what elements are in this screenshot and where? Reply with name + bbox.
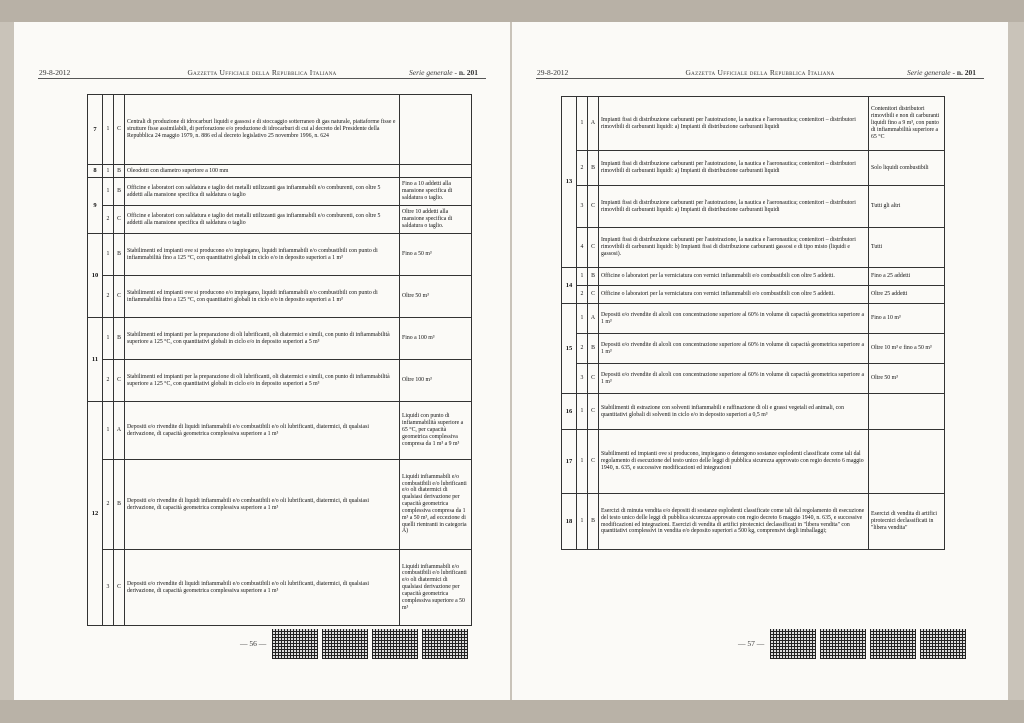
scan-border-bottom [0,700,1024,723]
activity-limit: Liquidi con punto di infiammabilità superiore a 65 °C, per capacità geometrica complessiva compresa da 1 m³ a 9 m³ [400,402,472,460]
activity-number: 18 [562,494,577,550]
category: B [114,178,125,206]
activity-number: 10 [88,234,103,318]
category: B [588,334,599,364]
category: C [588,430,599,494]
activity-limit: Fino a 10 addetti alla mansione specifica di saldatura o taglio. [400,178,472,206]
table-row [88,318,472,360]
activity-limit [400,95,472,165]
activity-number: 13 [562,97,577,268]
activity-table-right [561,96,945,550]
activity-description: Stabilimenti ed impianti per la preparazione di oli lubrificanti, oli diatermici e simili, con punto di infiammabilità superiore a 125 °C, con quantitativi globali in ciclo e/o in deposito superiori a 5 m³ [125,318,400,360]
category: B [114,460,125,550]
table-row [88,276,472,318]
header-series: Serie generale - n. 201 [907,68,976,77]
subgroup: 1 [103,402,114,460]
table-row [88,402,472,460]
activity-limit: Fino a 10 m³ [869,304,945,334]
barcode-image [920,629,966,659]
activity-number: 17 [562,430,577,494]
activity-limit: Fino a 50 m³ [400,234,472,276]
table-row [88,206,472,234]
activity-number: 16 [562,394,577,430]
table-row [88,360,472,402]
header-title: Gazzetta Ufficiale della Repubblica Italiana [685,68,835,77]
table-row [88,234,472,276]
activity-description: Impianti fissi di distribuzione carburanti per l'autotrazione, la nautica e l'aeronautica; contenitori – distributori rimovibili di carburanti liquidi: a) Impianti di distribuzione carburanti liquidi [599,151,869,186]
subgroup: 3 [577,186,588,228]
subgroup: 1 [103,234,114,276]
table-row [88,95,472,165]
activity-number: 14 [562,268,577,304]
left-page [14,22,510,700]
activity-number: 8 [88,165,103,178]
subgroup: 1 [577,494,588,550]
category: A [114,402,125,460]
subgroup: 1 [577,268,588,286]
category: A [588,304,599,334]
subgroup: 1 [577,430,588,494]
subgroup: 2 [577,151,588,186]
header-series: Serie generale - n. 201 [409,68,478,77]
subgroup: 2 [577,334,588,364]
activity-number: 7 [88,95,103,165]
subgroup: 4 [577,228,588,268]
table-row [562,286,945,304]
activity-limit: Fino a 100 m³ [400,318,472,360]
activity-number: 15 [562,304,577,394]
activity-limit: Fino a 25 addetti [869,268,945,286]
category: B [588,494,599,550]
table-row [562,304,945,334]
activity-limit [869,394,945,430]
subgroup: 2 [103,360,114,402]
activity-description: Depositi e/o rivendite di liquidi infiammabili e/o combustibili e/o oli lubrificanti, diatermici, di qualsiasi derivazione, di capacità geometrica complessiva superiore a 1 m³ [125,402,400,460]
header-title: Gazzetta Ufficiale della Repubblica Italiana [187,68,337,77]
activity-description: Officine o laboratori per la verniciatura con vernici infiammabili e/o combustibili con oltre 5 addetti. [599,268,869,286]
category: C [588,364,599,394]
activity-description: Stabilimenti ed impianti ove si producono e/o impiegano, liquidi infiammabili e/o combustibili con punto di infiammabilità fino a 125 °C, con quantitativi globali in ciclo e/o in deposito superiori a 1 m³ [125,234,400,276]
activity-description: Stabilimenti ed impianti ove si producono e/o impiegano, liquidi infiammabili e/o combustibili con punto di infiammabilità fino a 125 °C, con quantitativi globali in ciclo e/o in deposito superiori a 1 m³ [125,276,400,318]
subgroup: 1 [577,97,588,151]
table-row [562,430,945,494]
activity-limit: Liquidi infiammabili e/o combustibili e/o lubrificanti e/o oli diatermici di qualsiasi derivazione per capacità geometrica complessiva superiore a 50 m³ [400,550,472,626]
category: C [588,394,599,430]
activity-description: Impianti fissi di distribuzione carburanti per l'autotrazione, la nautica e l'aeronautica; contenitori – distributori rimovibili di carburanti liquidi: a) Impianti di distribuzione carburanti liquidi [599,97,869,151]
activity-description: Depositi e/o rivendite di liquidi infiammabili e/o combustibili e/o oli lubrificanti, diatermici, di qualsiasi derivazione, di capacità geometrica complessiva superiore a 1 m³ [125,550,400,626]
activity-description: Officine e laboratori con saldatura e taglio dei metalli utilizzanti gas infiammabili e/o comburenti, con oltre 5 addetti alla mansione specifica di saldatura o taglio [125,206,400,234]
activity-limit: Oltre 25 addetti [869,286,945,304]
table-row [562,494,945,550]
subgroup: 1 [103,165,114,178]
subgroup: 2 [103,206,114,234]
activity-description: Depositi e/o rivendite di alcoli con concentrazione superiore al 60% in volume di capacità geometrica superiore a 1 m³ [599,364,869,394]
header-date: 29-8-2012 [39,68,71,77]
activity-number: 12 [88,402,103,626]
category: C [114,360,125,402]
activity-limit: Oltre 50 m³ [869,364,945,394]
subgroup: 1 [577,304,588,334]
activity-description: Impianti fissi di distribuzione carburanti per l'autotrazione, la nautica e l'aeronautica; contenitori – distributori rimovibili di carburanti liquidi: b) Impianti fissi di distribuzione carburanti gassosi e di tipo misto (liquidi e gassosi). [599,228,869,268]
subgroup: 1 [577,394,588,430]
category: B [588,151,599,186]
activity-description: Oleodotti con diametro superiore a 100 mm [125,165,400,178]
activity-description: Esercizi di minuta vendita e/o depositi di sostanze esplodenti classificate come tali dal regolamento di esecuzione del testo unico delle leggi di pubblica sicurezza approvato con regio decreto 6 maggio 1940, n. 635, e successive modificazioni ed integrazioni. Esercizi di vendita di artifici pirotecnici declassificati in "libera vendita" con quantitativi complessivi in vendita e/o deposito superiori a 500 kg, comprensivi degli imballaggi; [599,494,869,550]
header-rule [38,78,486,79]
category: C [114,550,125,626]
scan-border-top [0,0,1024,22]
activity-description: Officine o laboratori per la verniciatura con vernici infiammabili e/o combustibili con oltre 5 addetti. [599,286,869,304]
table-row [88,178,472,206]
header-rule [536,78,984,79]
activity-limit: Oltre 10 addetti alla mansione specifica di saldatura o taglio. [400,206,472,234]
subgroup: 2 [103,276,114,318]
subgroup: 1 [103,318,114,360]
barcode-image [422,629,468,659]
activity-description: Depositi e/o rivendite di alcoli con concentrazione superiore al 60% in volume di capacità geometrica superiore a 1 m³ [599,334,869,364]
page-number: — 56 — [240,639,267,648]
activity-description: Stabilimenti di estrazione con solventi infiammabili e raffinazione di oli e grassi vegetali ed animali, con quantitativi globali di solventi in ciclo e/o in deposito superiori a 0,5 m³ [599,394,869,430]
barcode-image [770,629,816,659]
table-row [562,97,945,151]
activity-description: Impianti fissi di distribuzione carburanti per l'autotrazione, la nautica e l'aeronautica; contenitori – distributori rimovibili di carburanti liquidi: a) Impianti di distribuzione carburanti liquidi [599,186,869,228]
table-row [562,186,945,228]
activity-limit: Oltre 50 m³ [400,276,472,318]
table-row [562,394,945,430]
subgroup: 2 [577,286,588,304]
activity-table-left [87,94,472,626]
activity-description: Stabilimenti ed impianti ove si producono, impiegano o detengono sostanze esplodenti classificate come tali dal regolamento di esecuzione del testo unico delle leggi di pubblica sicurezza approvato con regio decreto 6 maggio 1940, n. 635, e successive modificazioni ed integrazioni [599,430,869,494]
category: C [114,206,125,234]
activity-limit: Liquidi infiammabili e/o combustibili e/o lubrificanti e/o oli diatermici di qualsiasi derivazione per capacità geometrica complessiva compresa da 1 m³ a 50 m³, ad eccezione di quelli rientranti in categoria A) [400,460,472,550]
subgroup: 1 [103,178,114,206]
category: C [588,286,599,304]
category: B [114,234,125,276]
page-number: — 57 — [738,639,765,648]
category: C [114,276,125,318]
category: B [114,165,125,178]
category: B [114,318,125,360]
activity-limit: Esercizi di vendita di artifici pirotecnici declassificati in "libera vendita" [869,494,945,550]
activity-description: Depositi e/o rivendite di liquidi infiammabili e/o combustibili e/o oli lubrificanti, diatermici, di qualsiasi derivazione, di capacità geometrica complessiva superiore a 1 m³ [125,460,400,550]
barcode-image [372,629,418,659]
table-row [88,460,472,550]
activity-limit [869,430,945,494]
header-date: 29-8-2012 [537,68,569,77]
right-page [512,22,1008,700]
barcode-image [272,629,318,659]
activity-description: Centrali di produzione di idrocarburi liquidi e gassosi e di stoccaggio sotterraneo di gas naturale, piattaforme fisse e strutture fisse assimilabili, di perforazione e/o produzione di idrocarburi di cui al decreto del Presidente della Repubblica 24 maggio 1979, n. 886 ed al decreto legislativo 25 novembre 1996, n. 624 [125,95,400,165]
category: C [588,186,599,228]
category: C [588,228,599,268]
subgroup: 2 [103,460,114,550]
barcode-image [322,629,368,659]
barcode-image [820,629,866,659]
activity-description: Depositi e/o rivendite di alcoli con concentrazione superiore al 60% in volume di capacità geometrica superiore a 1 m³ [599,304,869,334]
activity-limit: Oltre 100 m³ [400,360,472,402]
barcode-image [870,629,916,659]
activity-limit: Oltre 10 m³ e fino a 50 m³ [869,334,945,364]
subgroup: 3 [103,550,114,626]
activity-limit: Tutti [869,228,945,268]
activity-number: 9 [88,178,103,234]
activity-limit: Contenitori distributori rimovibili e non di carburanti liquidi fino a 9 m³, con punto di infiammabilità superiore a 65 °C [869,97,945,151]
activity-limit [400,165,472,178]
table-row [562,151,945,186]
activity-description: Officine e laboratori con saldatura e taglio dei metalli utilizzanti gas infiammabili e/o comburenti, con oltre 5 addetti alla mansione specifica di saldatura o taglio [125,178,400,206]
table-row [562,364,945,394]
table-row [88,550,472,626]
category: C [114,95,125,165]
category: A [588,97,599,151]
subgroup: 3 [577,364,588,394]
table-row [88,165,472,178]
table-row [562,268,945,286]
subgroup: 1 [103,95,114,165]
activity-limit: Solo liquidi combustibili [869,151,945,186]
table-row [562,228,945,268]
activity-number: 11 [88,318,103,402]
category: B [588,268,599,286]
activity-description: Stabilimenti ed impianti per la preparazione di oli lubrificanti, oli diatermici e simili, con punto di infiammabilità superiore a 125 °C, con quantitativi globali in ciclo e/o in deposito superiori a 5 m³ [125,360,400,402]
activity-limit: Tutti gli altri [869,186,945,228]
table-row [562,334,945,364]
